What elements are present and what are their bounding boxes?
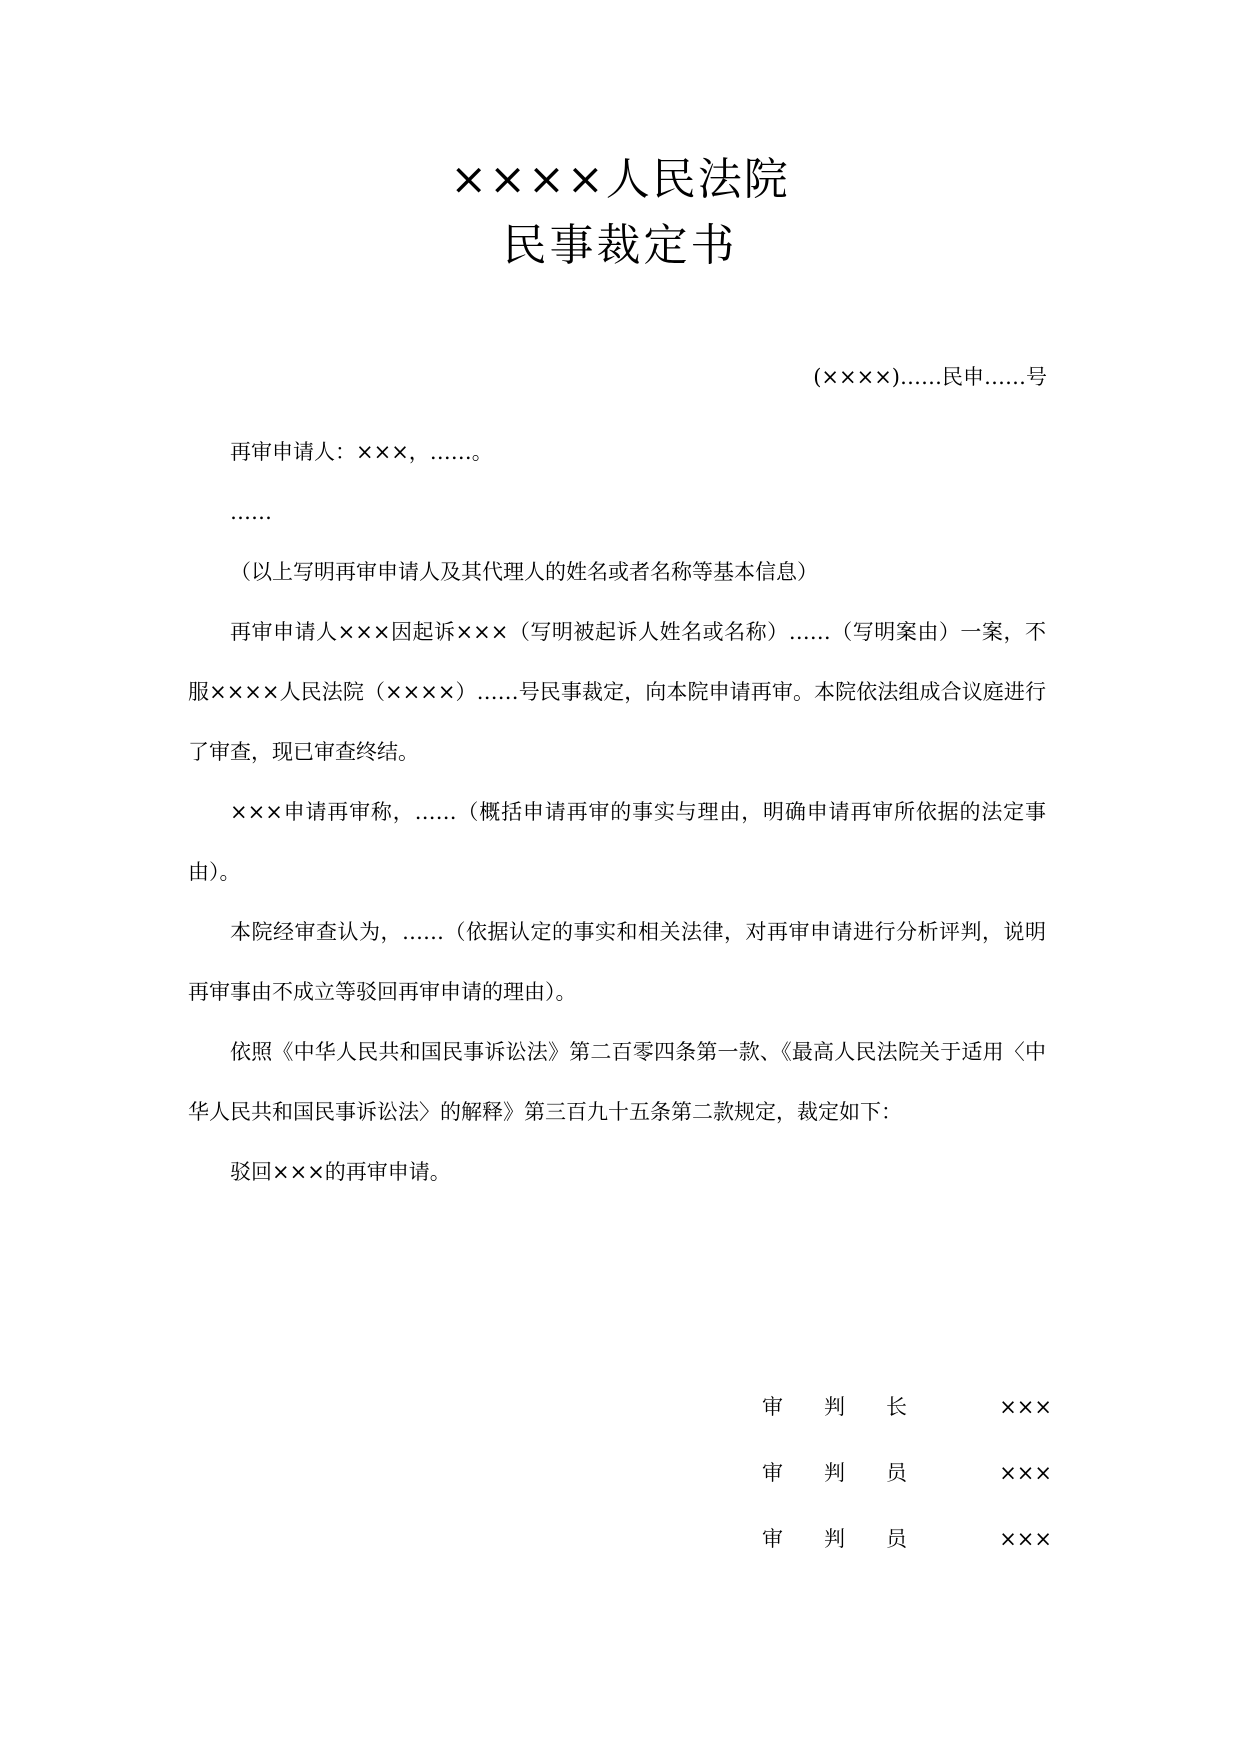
signature-row-judge-2 [762,1524,1052,1590]
signature-name: ××× [999,1461,1052,1485]
signature-title: 审 判 员 [762,1461,908,1485]
case-background-paragraph: 再审申请人×××因起诉×××（写明被起诉人姓名或名称）……（写明案由）一案，不服××××人民法院（××××）……号民事裁定，向本院申请再审。本院依法组成合议庭进行了审查，现已审查终结。 [188,620,1046,764]
court-name-heading: ××××人民法院 [450,154,790,205]
ruling-paragraph: 驳回×××的再审申请。 [230,1160,451,1184]
applicant-claims-paragraph: ×××申请再审称，……（概括申请再审的事实与理由，明确申请再审所依据的法定事由）。 [188,800,1046,884]
signature-title: 审 判 员 [762,1527,908,1551]
case-number: (××××)……民申……号 [813,365,1047,389]
applicant-line: 再审申请人：×××，……。 [230,440,493,464]
legal-basis-paragraph: 依照《中华人民共和国民事诉讼法》第二百零四条第一款、《最高人民法院关于适用〈中华人民共和国民事诉讼法〉的解释》第三百九十五条第二款规定，裁定如下： [188,1040,1046,1124]
signature-row-presiding-judge [762,1392,1052,1458]
signature-name: ××× [999,1395,1052,1419]
ellipsis-line: …… [230,500,272,524]
court-opinion-paragraph: 本院经审查认为，……（依据认定的事实和相关法律，对再审申请进行分析评判，说明再审事由不成立等驳回再审申请的理由）。 [188,920,1046,1004]
ruling-body [188,422,1046,1202]
applicant-info-note: （以上写明再审申请人及其代理人的姓名或者名称等基本信息） [230,560,818,584]
signature-row-judge-1 [762,1458,1052,1524]
signature-name: ××× [999,1527,1052,1551]
signature-block [762,1392,1052,1590]
document-type-heading: 民事裁定书 [502,220,738,271]
signature-title: 审 判 长 [762,1395,908,1419]
